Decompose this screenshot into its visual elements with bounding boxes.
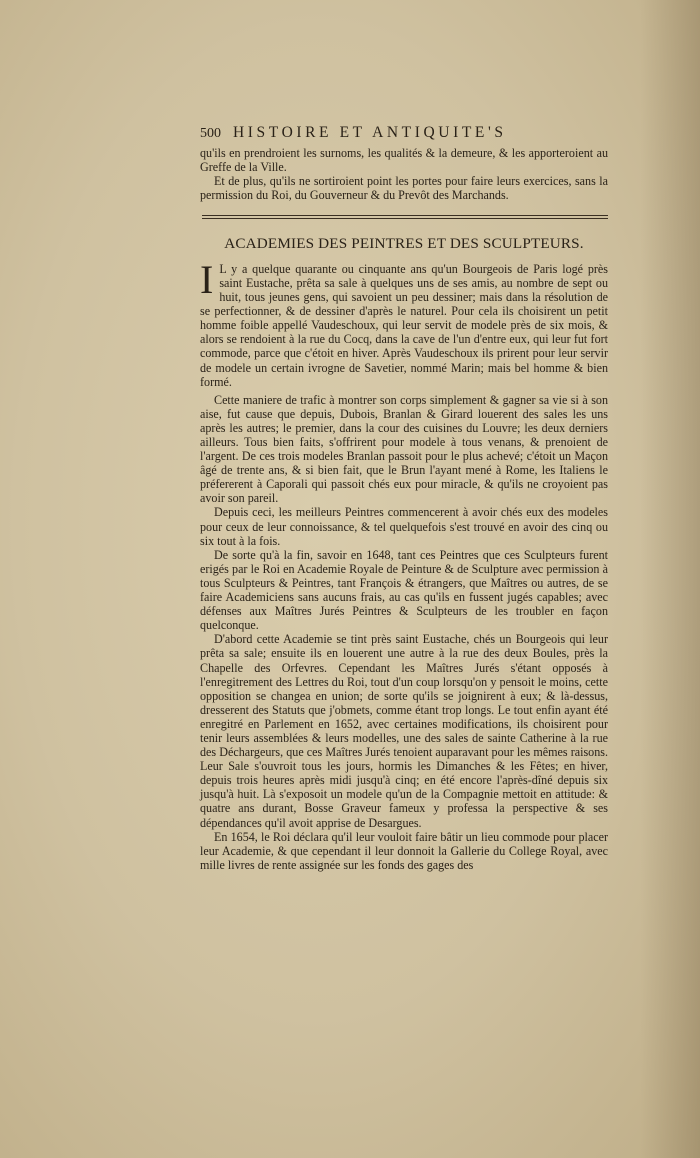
intro-paragraph-2: Et de plus, qu'ils ne sortiroient point les portes pour faire leurs exercices, sans la permission du Roi, du Gouverneur & du Prevôt des Marchands. xyxy=(200,174,608,203)
running-head xyxy=(200,124,608,142)
intro-paragraph-1: qu'ils en prendroient les surnoms, les qualités & la demeure, & les apporteroient au Greffe de la Ville. xyxy=(200,146,608,175)
lead-paragraph xyxy=(200,256,608,389)
section-divider xyxy=(202,215,608,219)
body-paragraph-4: D'abord cette Academie se tint près saint Eustache, chés un Bourgeois qui leur prêta sa sale; ensuite ils en louerent une autre à la rue des deux Boules, près la Chapelle des Orfevres. Cependant les Maîtres Jurés s'étant opposés à l'enregitrement des Lettres du Roi, tout d'un coup lorsqu'on y pensoit le moins, cette opposition se changea en union; de sorte qu'ils se joignirent à eux; & là-dessus, dresserent des Statuts que j'obmets, comme étant trop longs. Le tout enfin ayant été enregitré en Parlement en 1652, avec certaines modifications, ils choisirent pour tenir leurs assemblées & leurs modelles, une des sales de sainte Catherine à la rue des Déchargeurs, que ces Maîtres Jurés tenoient auparavant pour les mêmes raisons. Leur Sale s'ouvroit tous les jours, hormis les Dimanches & les Fêtes; en hiver, depuis trois heures après midi jusqu'à cinq; en été encore l'après-dîné depuis six jusqu'à huit. Là s'exposoit un modele qu'un de la Compagnie mettoit en attitude: & quatre ans durant, Bosse Graveur fameux y professa la perspective & ses dépendances qu'il avoit apprise de Desargues. xyxy=(200,632,608,830)
page-number: 500 xyxy=(200,126,221,141)
running-title: HISTOIRE ET ANTIQUITE'S xyxy=(233,124,507,141)
body-paragraph-3: De sorte qu'à la fin, savoir en 1648, tant ces Peintres que ces Sculpteurs furent erigés par le Roi en Academie Royale de Peinture & de Sculpture avec permission à tous Sculpteurs & Peintres, tant François & étrangers, que Maîtres ou autres, de se faire Academiciens sans aucuns frais, au cas qu'ils en fussent jugés capables; avec défenses aux Maîtres Jurés Peintres & Sculpteurs de les troubler en façon quelconque. xyxy=(200,547,608,633)
drop-cap: I xyxy=(200,256,214,302)
page-shadow xyxy=(640,0,700,1158)
page-content xyxy=(200,124,608,872)
body-paragraph-2: Depuis ceci, les meilleurs Peintres commencerent à avoir chés eux des modeles pour ceux de leur connoissance, & tel quelquefois s'est trouvé en avoir des cinq ou six tout à la fois. xyxy=(200,505,608,548)
lead-paragraph-text: L y a quelque quarante ou cinquante ans qu'un Bourgeois de Paris logé près saint Eustache, prêta sa sale à quelques uns de ses amis, au nombre de sept ou huit, tous jeunes gens, qui savoient un peu dessiner; mais dans la résolution de se perfectionner, & de dessiner d'après le naturel. Pour cela ils choisirent un petit homme foible appellé Vaudeschoux, qui leur servit de modele près de six mois, & alors se rendoient à la rue du Cocq, dans la cave de l'un d'entre eux, qui leur fut fort commode, parce que c'étoit en hiver. Après Vaudeschoux ils prirent pour leur servir de modele un certain ivrogne de Savetier, nommé Marin; mais bel homme & bien formé. xyxy=(200,261,608,389)
body-paragraph-1: Cette maniere de trafic à montrer son corps simplement & gagner sa vie si à son aise, fut cause que depuis, Dubois, Branlan & Girard louerent des sales les uns après les autres; le premier, dans la cour des cuisines du Louvre; les deux derniers ailleurs. Tous bien faits, s'offrirent pour modele à tous venans, & prenoient de l'argent. De ces trois modeles Branlan passoit pour le plus achevé; c'étoit un Maçon âgé de trente ans, & si bien fait, que le Brun l'ayant mené à Rome, les Italiens le préfererent à Caporali qui passoit chés eux pour miracle, & qu'ils ne croyoient pas avoir son pareil. xyxy=(200,392,608,506)
section-title: ACADEMIES DES PEINTRES ET DES SCULPTEURS. xyxy=(224,234,584,252)
body-paragraph-5: En 1654, le Roi déclara qu'il leur vouloit faire bâtir un lieu commode pour placer leur Academie, & que cependant il leur donnoit la Gallerie du College Royal, avec mille livres de rente assignée sur les fonds des gages des xyxy=(200,829,608,872)
